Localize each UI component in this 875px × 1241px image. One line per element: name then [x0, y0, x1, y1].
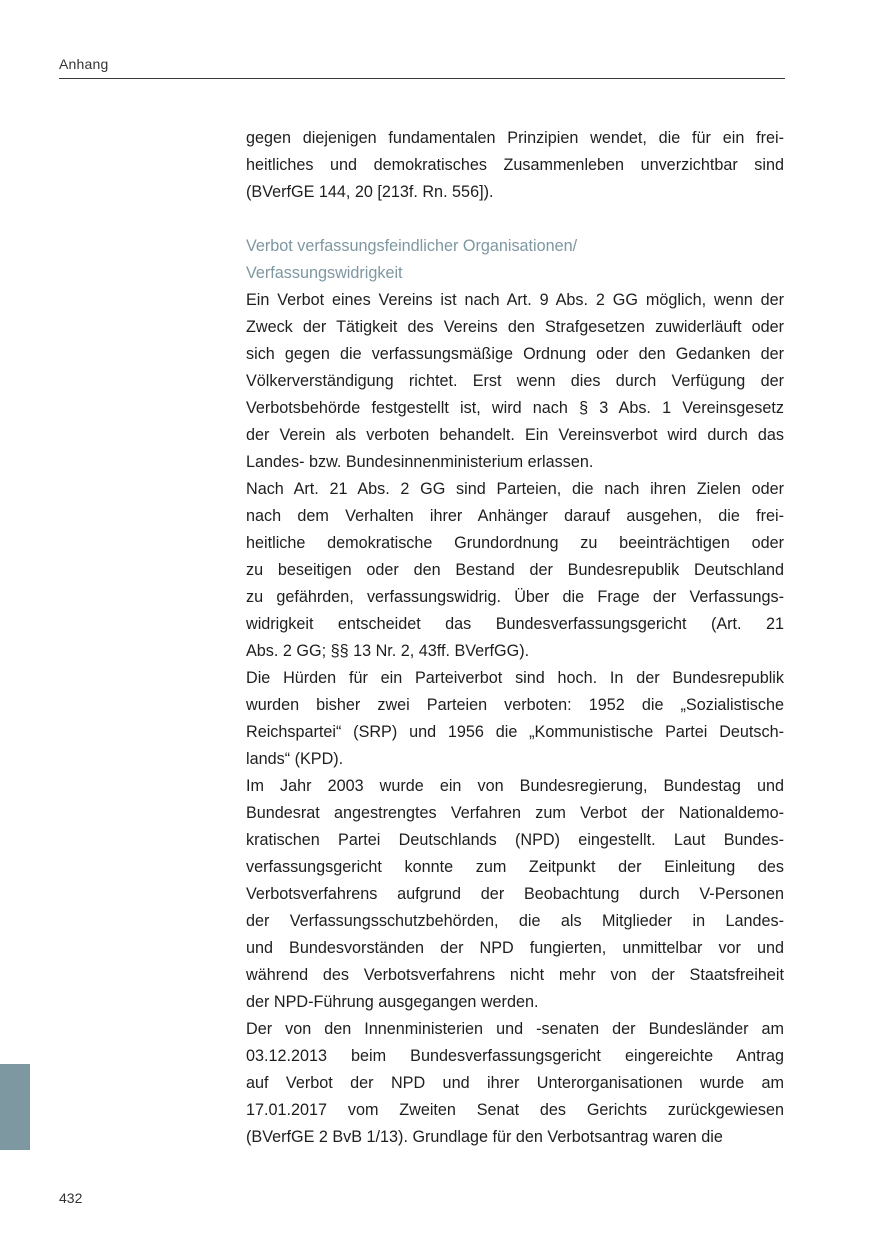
- text-line: Nach Art. 21 Abs. 2 GG sind Parteien, die nach ihren Zielen oder: [246, 480, 784, 498]
- text-line: (BVerfGE 2 BvB 1/13). Grundlage für den Verbotsantrag waren die: [246, 1128, 723, 1146]
- text-line: verfassungsgericht konnte zum Zeitpunkt der Einleitung des: [246, 858, 784, 876]
- text-line: zu beseitigen oder den Bestand der Bundesrepublik Deutschland: [246, 561, 784, 579]
- text-line: Reichspartei“ (SRP) und 1956 die „Kommunistische Partei Deutsch-: [246, 723, 784, 741]
- text-line: kratischen Partei Deutschlands (NPD) eingestellt. Laut Bundes-: [246, 831, 784, 849]
- text-line: der Verfassungsschutzbehörden, die als Mitglieder in Landes-: [246, 912, 784, 930]
- text-column: [246, 125, 784, 1151]
- side-tab-marker: [0, 1064, 30, 1150]
- paragraph: [246, 125, 784, 206]
- text-line: zu gefährden, verfassungswidrig. Über die Frage der Verfassungs-: [246, 588, 784, 606]
- paragraph: [246, 665, 784, 773]
- text-line: während des Verbotsverfahrens nicht mehr von der Staatsfreiheit: [246, 966, 784, 984]
- text-line: Verbotsverfahrens aufgrund der Beobachtung durch V-Personen: [246, 885, 784, 903]
- text-line: Im Jahr 2003 wurde ein von Bundesregierung, Bundestag und: [246, 777, 784, 795]
- text-line: Die Hürden für ein Parteiverbot sind hoch. In der Bundesrepublik: [246, 669, 784, 687]
- section-heading: [246, 233, 784, 287]
- paragraph: [246, 773, 784, 1016]
- text-line: wurden bisher zwei Parteien verboten: 1952 die „Sozialistische: [246, 696, 784, 714]
- header-rule: [59, 78, 785, 79]
- text-line: widrigkeit entscheidet das Bundesverfassungsgericht (Art. 21: [246, 615, 784, 633]
- text-line: 03.12.2013 beim Bundesverfassungsgericht eingereichte Antrag: [246, 1047, 784, 1065]
- text-line: heitliches und demokratisches Zusammenleben unverzichtbar sind: [246, 156, 784, 174]
- paragraph: [246, 1016, 784, 1151]
- paragraph: [246, 287, 784, 476]
- text-line: der Verein als verboten behandelt. Ein Vereinsverbot wird durch das: [246, 426, 784, 444]
- text-line: Landes- bzw. Bundesinnenministerium erlassen.: [246, 453, 594, 471]
- text-line: Völkerverständigung richtet. Erst wenn dies durch Verfügung der: [246, 372, 784, 390]
- text-line: und Bundesvorständen der NPD fungierten, unmittelbar vor und: [246, 939, 784, 957]
- text-line: (BVerfGE 144, 20 [213f. Rn. 556]).: [246, 183, 494, 201]
- text-line: Abs. 2 GG; §§ 13 Nr. 2, 43ff. BVerfGG).: [246, 642, 530, 660]
- text-line: Bundesrat angestrengtes Verfahren zum Verbot der Nationaldemo-: [246, 804, 784, 822]
- text-line: nach dem Verhalten ihrer Anhänger darauf ausgehen, die frei-: [246, 507, 784, 525]
- heading-line: Verfassungswidrigkeit: [246, 264, 403, 282]
- text-line: auf Verbot der NPD und ihrer Unterorganisationen wurde am: [246, 1074, 784, 1092]
- heading-line: Verbot verfassungsfeindlicher Organisationen/: [246, 237, 578, 255]
- text-line: 17.01.2017 vom Zweiten Senat des Gerichts zurückgewiesen: [246, 1101, 784, 1119]
- paragraph-gap: [246, 206, 784, 233]
- text-line: der NPD-Führung ausgegangen werden.: [246, 993, 539, 1011]
- running-header: Anhang: [59, 56, 109, 72]
- page-number: 432: [59, 1190, 83, 1206]
- paragraph: [246, 476, 784, 665]
- text-line: gegen diejenigen fundamentalen Prinzipien wendet, die für ein frei-: [246, 129, 784, 147]
- text-line: Ein Verbot eines Vereins ist nach Art. 9 Abs. 2 GG möglich, wenn der: [246, 291, 784, 309]
- text-line: Der von den Innenministerien und -senaten der Bundesländer am: [246, 1020, 784, 1038]
- text-line: Verbotsbehörde festgestellt ist, wird nach § 3 Abs. 1 Vereinsgesetz: [246, 399, 784, 417]
- text-line: sich gegen die verfassungsmäßige Ordnung oder den Gedanken der: [246, 345, 784, 363]
- text-line: heitliche demokratische Grundordnung zu beeinträchtigen oder: [246, 534, 784, 552]
- text-line: lands“ (KPD).: [246, 750, 344, 768]
- text-line: Zweck der Tätigkeit des Vereins den Strafgesetzen zuwiderläuft oder: [246, 318, 784, 336]
